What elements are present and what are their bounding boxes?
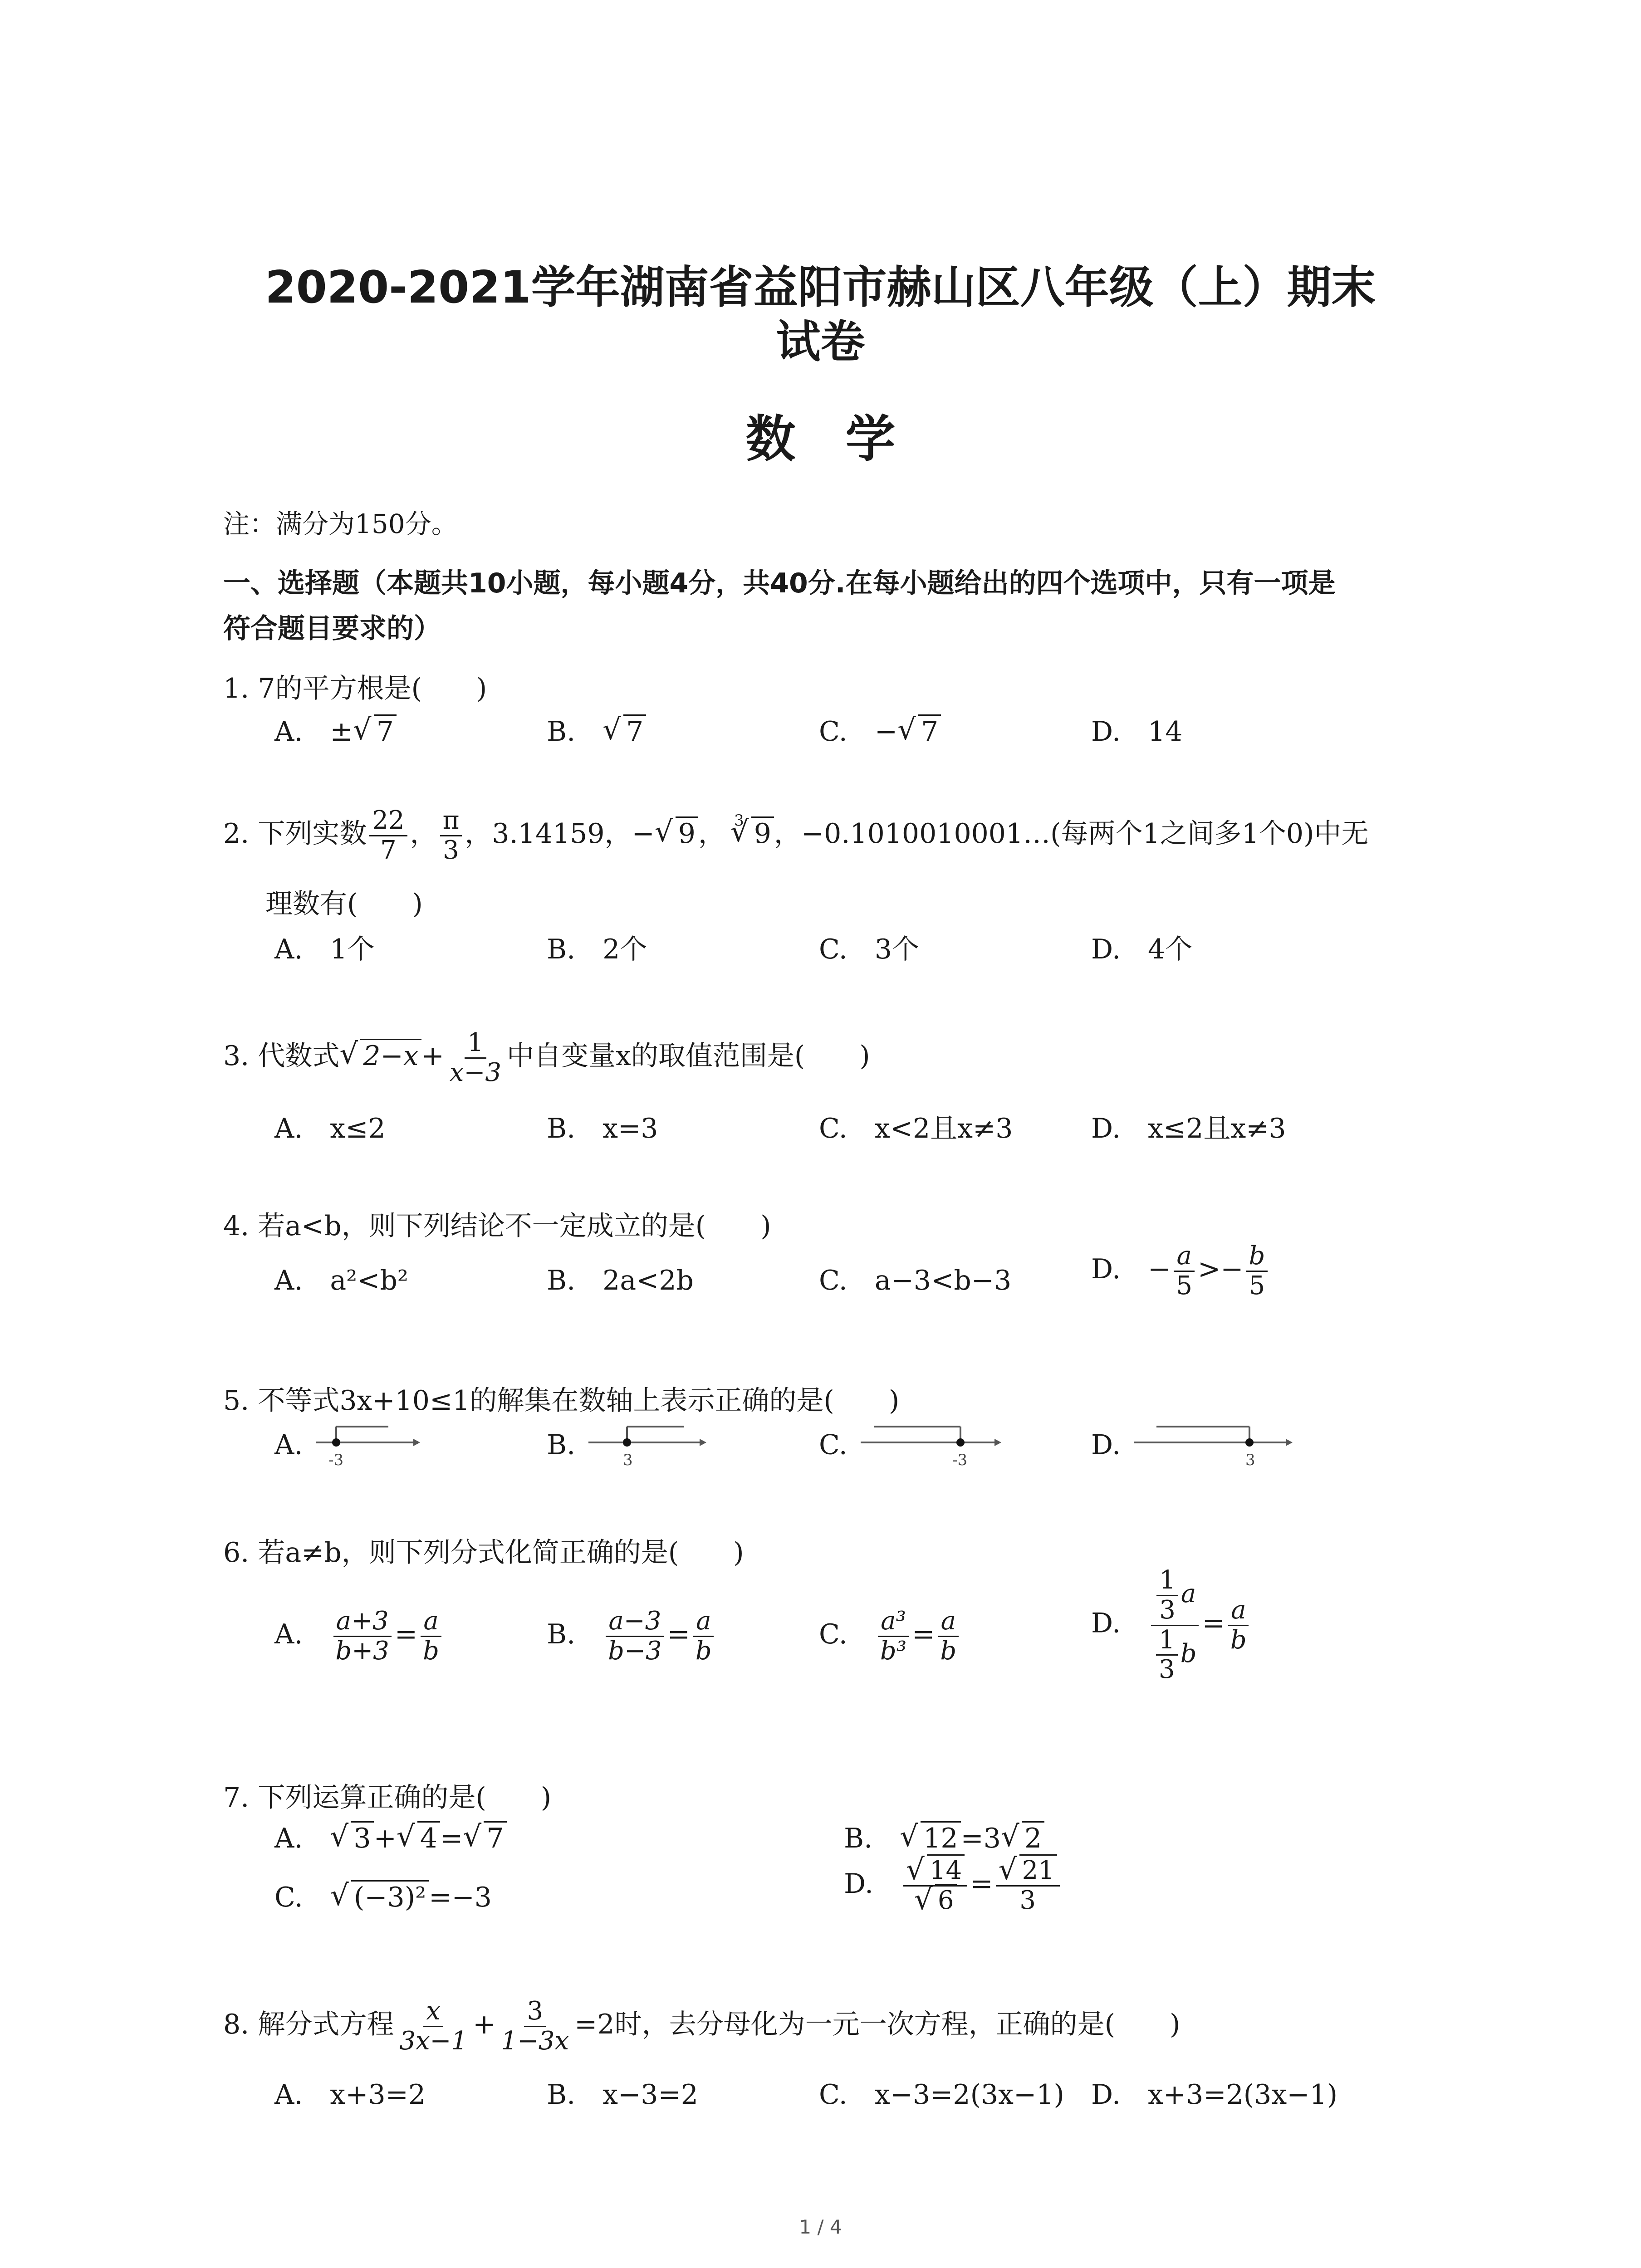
q7-option-c: C. √ (−3)² =−3 — [274, 1876, 492, 1915]
question-2: 2. 下列实数 $\frac{22}{7}$ ， $\frac{\pi}{3}$ ，3.14159，−√ 9 ， $^3$√ 9 ，−0.1010010001…(每两个1之间多1个0)中无 — [223, 807, 1369, 864]
q1-option-c: C. −√ 7 — [819, 710, 941, 749]
q1-option-d: D. 14 — [1091, 716, 1183, 748]
q4-option-b: B. 2a<2b — [547, 1265, 694, 1296]
q2-option-b: B. 2个 — [547, 934, 647, 965]
q5-option-c: C. -3 — [819, 1422, 1001, 1472]
q3-option-d: D. x≤2且x≠3 — [1091, 1113, 1286, 1144]
score-note: 注：满分为150分。 — [223, 508, 458, 539]
number-line-b — [584, 1422, 706, 1472]
q7-option-b: B. √ 12 =3√ 2 — [844, 1817, 1044, 1856]
question-3: 3. 代数式√ 2−x + $\frac{1}{x-3}$ 中自变量x的取值范围是( ) — [223, 1030, 870, 1086]
exam-title-line1: 2020-2021学年湖南省益阳市赫山区八年级（上）期末 — [265, 262, 1376, 313]
question-2-cont: 理数有( ) — [265, 888, 423, 920]
q2-option-c: C. 3个 — [819, 934, 920, 965]
q8-option-d: D. x+3=2(3x−1) — [1091, 2079, 1338, 2111]
q4-option-c: C. a−3<b−3 — [819, 1265, 1012, 1296]
svg-text:3: 3 — [1245, 1451, 1255, 1469]
q8-option-b: B. x−3=2 — [547, 2079, 698, 2111]
page-number: 1 / 4 — [799, 2216, 842, 2238]
svg-text:3: 3 — [623, 1451, 633, 1469]
section-heading-cont: 符合题目要求的） — [223, 613, 441, 645]
question-5: 5. 不等式3x+10≤1的解集在数轴上表示正确的是( ) — [223, 1385, 900, 1417]
question-8: 8. 解分式方程 $\frac{x}{3x-1}$ + $\frac{3}{1-3x}$ =2时，去分母化为一元一次方程，正确的是( ) — [223, 1996, 1181, 2056]
q2-option-a: A. 1个 — [274, 934, 375, 965]
q6-option-d: D. $\frac{1}{3}$ a $\frac{1}{3}$ b = $\frac{a}{b}$ — [1091, 1567, 1252, 1683]
q5-option-a: A. -3 — [274, 1422, 420, 1472]
q3-option-c: C. x<2且x≠3 — [819, 1113, 1013, 1144]
svg-text:-3: -3 — [952, 1451, 968, 1469]
q7-option-a: A. √ 3 +√ 4 =√ 7 — [274, 1817, 507, 1856]
number-line-a — [311, 1422, 420, 1472]
q3-option-a: A. x≤2 — [274, 1113, 386, 1144]
svg-text:-3: -3 — [328, 1451, 344, 1469]
q8-option-a: A. x+3=2 — [274, 2079, 426, 2111]
q4-option-a: A. a²<b² — [274, 1265, 408, 1296]
q6-option-c: C. $\frac{\text{a³}}{\text{b³}}$ = $\frac{a}{b}$ — [819, 1608, 962, 1665]
q2-option-d: D. 4个 — [1091, 934, 1193, 965]
q1-option-a: A. ±√ 7 — [274, 710, 397, 749]
question-7: 7. 下列运算正确的是( ) — [223, 1782, 552, 1813]
q4-option-d: D. − $\frac{a}{5}$ >− $\frac{b}{5}$ — [1091, 1243, 1270, 1300]
number-line-d — [1129, 1422, 1293, 1472]
q8-option-c: C. x−3=2(3x−1) — [819, 2079, 1064, 2111]
question-4: 4. 若a<b，则下列结论不一定成立的是( ) — [223, 1210, 771, 1242]
subject-heading: 数学 — [745, 410, 945, 468]
q6-option-a: A. $\frac{a+3}{b+3}$ = $\frac{a}{b}$ — [274, 1608, 445, 1665]
q3-option-b: B. x=3 — [547, 1113, 658, 1144]
question-6: 6. 若a≠b，则下列分式化简正确的是( ) — [223, 1537, 744, 1569]
q1-option-b: B. √ 7 — [547, 710, 646, 749]
q7-option-d: D. √ 14 √ 6 = √ $\frac{21}{3}$ — [844, 1857, 1063, 1914]
section-heading: 一、选择题（本题共10小题，每小题4分，共40分.在每小题给出的四个选项中，只有一项是 — [223, 567, 1336, 599]
exam-title-line2: 试卷 — [776, 316, 865, 368]
number-line-c — [856, 1422, 1001, 1472]
q5-option-b: B. 3 — [547, 1422, 706, 1472]
q6-option-b: B. $\frac{a-3}{b-3}$ = $\frac{a}{b}$ — [547, 1608, 717, 1665]
question-1: 1. 7的平方根是( ) — [223, 673, 487, 704]
q5-option-d: D. 3 — [1091, 1422, 1293, 1472]
